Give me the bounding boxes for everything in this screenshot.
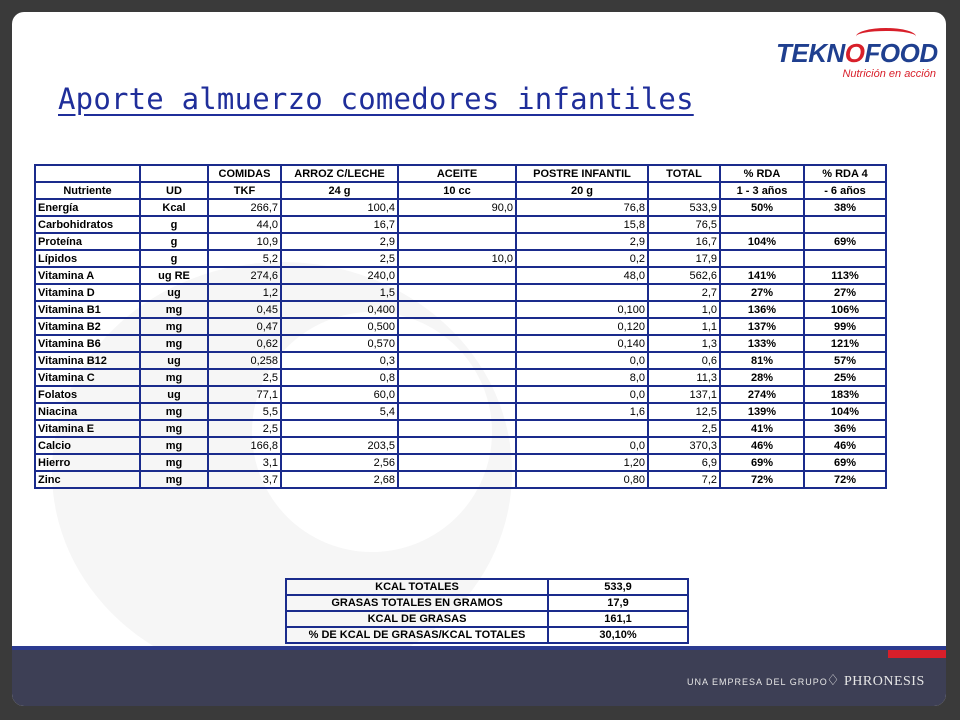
table-row [35, 471, 886, 488]
table-cell: 274% [720, 386, 804, 403]
table-cell [516, 284, 648, 301]
footer-brand: PHRONESIS [844, 674, 925, 689]
table-cell [398, 369, 516, 386]
table-row [35, 352, 886, 369]
table-row [35, 369, 886, 386]
table-cell [398, 437, 516, 454]
table-cell: Energía [35, 199, 140, 216]
table-cell: 69% [804, 454, 886, 471]
table-cell: 8,0 [516, 369, 648, 386]
table-cell: 16,7 [281, 216, 398, 233]
table-cell [398, 454, 516, 471]
table-cell: 7,2 [648, 471, 720, 488]
table-row [35, 420, 886, 437]
table-cell: 60,0 [281, 386, 398, 403]
table-cell: 1,0 [648, 301, 720, 318]
table-cell: 2,5 [208, 420, 281, 437]
table-cell: 0,6 [648, 352, 720, 369]
table-cell: 166,8 [208, 437, 281, 454]
table-cell: 77,1 [208, 386, 281, 403]
table-cell: Vitamina B2 [35, 318, 140, 335]
table-cell: 38% [804, 199, 886, 216]
table-cell [398, 420, 516, 437]
table-cell: 0,80 [516, 471, 648, 488]
table-cell: 0,500 [281, 318, 398, 335]
table-cell: 0,2 [516, 250, 648, 267]
table-row [35, 335, 886, 352]
table-cell: mg [140, 369, 208, 386]
table-cell: Vitamina D [35, 284, 140, 301]
table-cell: 69% [804, 233, 886, 250]
column-subheader: 10 cc [398, 182, 516, 199]
table-cell: mg [140, 420, 208, 437]
column-header: TOTAL [648, 165, 720, 182]
table-cell: 1,20 [516, 454, 648, 471]
column-subheader: 24 g [281, 182, 398, 199]
table-cell: Vitamina C [35, 369, 140, 386]
table-cell: 0,258 [208, 352, 281, 369]
summary-label: % DE KCAL DE GRASAS/KCAL TOTALES [286, 627, 548, 643]
table-cell: 1,3 [648, 335, 720, 352]
table-cell [398, 335, 516, 352]
table-cell: 100,4 [281, 199, 398, 216]
logo-name-left: TEKN [776, 38, 845, 68]
summary-value: 533,9 [548, 579, 688, 595]
table-cell: 0,62 [208, 335, 281, 352]
table-cell: mg [140, 301, 208, 318]
table-cell: g [140, 233, 208, 250]
table-cell: 240,0 [281, 267, 398, 284]
table-cell: 17,9 [648, 250, 720, 267]
table-row [35, 437, 886, 454]
table-row [35, 250, 886, 267]
column-header: POSTRE INFANTIL [516, 165, 648, 182]
table-cell: mg [140, 471, 208, 488]
table-cell: 2,68 [281, 471, 398, 488]
slide [12, 12, 946, 706]
table-cell: 44,0 [208, 216, 281, 233]
column-subheader: UD [140, 182, 208, 199]
table-row [35, 267, 886, 284]
column-header: ARROZ C/LECHE [281, 165, 398, 182]
table-cell: 46% [720, 437, 804, 454]
table-cell: 1,5 [281, 284, 398, 301]
table-cell: 11,3 [648, 369, 720, 386]
table-row [35, 454, 886, 471]
logo-name-o: O [844, 38, 865, 68]
table-cell: 0,100 [516, 301, 648, 318]
table-cell: Vitamina A [35, 267, 140, 284]
table-cell: 3,1 [208, 454, 281, 471]
table-cell: Calcio [35, 437, 140, 454]
table-cell: Vitamina B6 [35, 335, 140, 352]
table-cell [720, 216, 804, 233]
table-row [35, 318, 886, 335]
table-cell: 0,570 [281, 335, 398, 352]
table-cell: mg [140, 454, 208, 471]
table-cell [804, 216, 886, 233]
table-cell: 0,47 [208, 318, 281, 335]
table-cell: 106% [804, 301, 886, 318]
logo-swoosh-icon [856, 28, 916, 45]
table-cell: 104% [720, 233, 804, 250]
table-cell [398, 216, 516, 233]
table-cell: Proteína [35, 233, 140, 250]
summary-value: 30,10% [548, 627, 688, 643]
table-cell: ug [140, 386, 208, 403]
table-cell: Niacina [35, 403, 140, 420]
table-cell: 10,0 [398, 250, 516, 267]
table-cell: ug [140, 352, 208, 369]
table-cell: 57% [804, 352, 886, 369]
table-cell: 0,400 [281, 301, 398, 318]
table-cell: 36% [804, 420, 886, 437]
table-cell [398, 471, 516, 488]
table-cell: 203,5 [281, 437, 398, 454]
summary-value: 17,9 [548, 595, 688, 611]
table-header-row-1 [35, 165, 886, 182]
table-cell: 104% [804, 403, 886, 420]
table-cell: Vitamina B1 [35, 301, 140, 318]
summary-value: 161,1 [548, 611, 688, 627]
table-header-row-2 [35, 182, 886, 199]
table-body [35, 199, 886, 488]
table-cell: 2,5 [281, 250, 398, 267]
table-cell [398, 318, 516, 335]
table-cell: 133% [720, 335, 804, 352]
table-cell: 266,7 [208, 199, 281, 216]
logo-name-right: FOOD [864, 38, 938, 68]
table-cell: 25% [804, 369, 886, 386]
table-cell: 15,8 [516, 216, 648, 233]
table-row [35, 216, 886, 233]
table-cell: 562,6 [648, 267, 720, 284]
summary-label: GRASAS TOTALES EN GRAMOS [286, 595, 548, 611]
column-header: % RDA 4 [804, 165, 886, 182]
table-row [35, 403, 886, 420]
table-cell: 16,7 [648, 233, 720, 250]
table-cell: 2,7 [648, 284, 720, 301]
table-cell: Vitamina E [35, 420, 140, 437]
table-cell: 0,3 [281, 352, 398, 369]
table-cell: mg [140, 437, 208, 454]
table-cell [398, 284, 516, 301]
table-cell: ug RE [140, 267, 208, 284]
table-cell: 0,0 [516, 386, 648, 403]
table-cell [398, 403, 516, 420]
table-cell: 6,9 [648, 454, 720, 471]
summary-label: KCAL TOTALES [286, 579, 548, 595]
table-cell [281, 420, 398, 437]
table-cell: 48,0 [516, 267, 648, 284]
page-title: Aporte almuerzo comedores infantiles [58, 82, 694, 116]
summary-body [286, 579, 688, 643]
table-cell: 2,56 [281, 454, 398, 471]
table-cell: 81% [720, 352, 804, 369]
table-cell: 1,1 [648, 318, 720, 335]
table-cell: mg [140, 335, 208, 352]
table-cell: Carbohidratos [35, 216, 140, 233]
summary-row [286, 611, 688, 627]
nutrition-table [34, 164, 887, 489]
table-cell: 139% [720, 403, 804, 420]
column-header [140, 165, 208, 182]
table-cell [804, 250, 886, 267]
table-cell [398, 267, 516, 284]
table-cell: Lípidos [35, 250, 140, 267]
table-cell [398, 233, 516, 250]
teknofood-logo [776, 22, 936, 82]
table-cell: 10,9 [208, 233, 281, 250]
table-cell: 3,7 [208, 471, 281, 488]
table-cell: 113% [804, 267, 886, 284]
summary-row [286, 579, 688, 595]
table-cell [398, 386, 516, 403]
table-row [35, 284, 886, 301]
column-subheader: 20 g [516, 182, 648, 199]
table-cell: 99% [804, 318, 886, 335]
table-cell: Vitamina B12 [35, 352, 140, 369]
table-cell: 137% [720, 318, 804, 335]
table-cell: g [140, 250, 208, 267]
table-row [35, 199, 886, 216]
table-cell: ug [140, 284, 208, 301]
column-subheader: - 6 años [804, 182, 886, 199]
table-cell: 27% [720, 284, 804, 301]
table-cell: mg [140, 403, 208, 420]
table-cell: 370,3 [648, 437, 720, 454]
table-cell: 141% [720, 267, 804, 284]
table-cell: 12,5 [648, 403, 720, 420]
table-cell: 76,8 [516, 199, 648, 216]
table-cell: 5,5 [208, 403, 281, 420]
summary-label: KCAL DE GRASAS [286, 611, 548, 627]
table-cell: 183% [804, 386, 886, 403]
column-header: COMIDAS [208, 165, 281, 182]
table-cell: 2,5 [208, 369, 281, 386]
table-cell: Folatos [35, 386, 140, 403]
logo-tagline: Nutrición en acción [842, 68, 936, 80]
table-cell: 27% [804, 284, 886, 301]
table-cell [398, 301, 516, 318]
table-cell: 0,45 [208, 301, 281, 318]
table-cell: 72% [720, 471, 804, 488]
column-subheader: TKF [208, 182, 281, 199]
table-cell: 137,1 [648, 386, 720, 403]
table-cell: Hierro [35, 454, 140, 471]
column-subheader: Nutriente [35, 182, 140, 199]
table-cell: 28% [720, 369, 804, 386]
table-cell: 533,9 [648, 199, 720, 216]
table-cell: 0,0 [516, 437, 648, 454]
column-subheader [648, 182, 720, 199]
table-cell: 2,5 [648, 420, 720, 437]
table-cell: 0,140 [516, 335, 648, 352]
summary-row [286, 627, 688, 643]
table-row [35, 233, 886, 250]
column-subheader: 1 - 3 años [720, 182, 804, 199]
table-cell: 274,6 [208, 267, 281, 284]
column-header [35, 165, 140, 182]
table-cell: 2,9 [516, 233, 648, 250]
table-row [35, 386, 886, 403]
table-cell: 41% [720, 420, 804, 437]
table-cell: 0,0 [516, 352, 648, 369]
table-cell: 72% [804, 471, 886, 488]
footer-accent [888, 650, 946, 658]
table-cell: 1,2 [208, 284, 281, 301]
table-cell: 5,4 [281, 403, 398, 420]
table-cell: g [140, 216, 208, 233]
table-cell: 69% [720, 454, 804, 471]
table-row [35, 301, 886, 318]
table-cell: 0,8 [281, 369, 398, 386]
table-cell [516, 420, 648, 437]
footer-group-text: UNA EMPRESA DEL GRUPO [687, 677, 828, 687]
table-cell: 50% [720, 199, 804, 216]
table-cell: mg [140, 318, 208, 335]
phronesis-mark-icon: ♢ [826, 672, 840, 689]
table-cell: 2,9 [281, 233, 398, 250]
table-cell: 90,0 [398, 199, 516, 216]
column-header: ACEITE [398, 165, 516, 182]
table-cell: Zinc [35, 471, 140, 488]
column-header: % RDA [720, 165, 804, 182]
table-cell: Kcal [140, 199, 208, 216]
table-cell: 46% [804, 437, 886, 454]
table-cell [398, 352, 516, 369]
table-cell: 136% [720, 301, 804, 318]
table-cell: 0,120 [516, 318, 648, 335]
summary-row [286, 595, 688, 611]
table-cell: 76,5 [648, 216, 720, 233]
summary-table [285, 578, 689, 644]
table-cell: 5,2 [208, 250, 281, 267]
table-cell: 121% [804, 335, 886, 352]
table-cell: 1,6 [516, 403, 648, 420]
table-cell [720, 250, 804, 267]
